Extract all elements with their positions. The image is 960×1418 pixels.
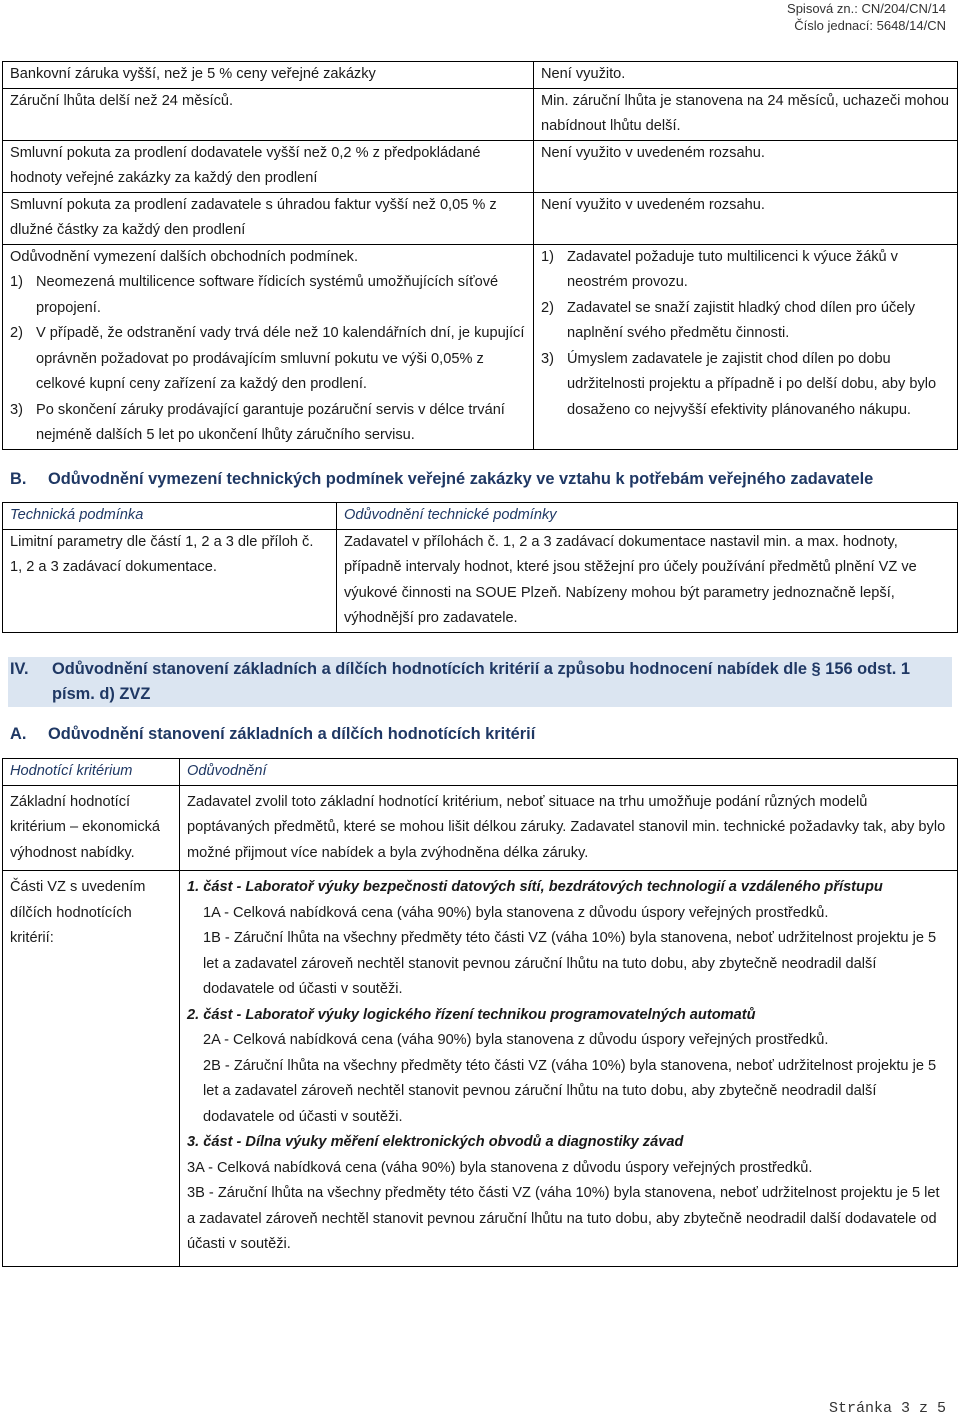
table-cell: Části VZ s uvedením dílčích hodnotících kritérií: <box>3 871 180 1267</box>
list-item: 2) Zadavatel se snaží zajistit hladký chod dílen pro účely naplnění svého předmětu činnosti. <box>541 299 916 341</box>
commercial-terms-table <box>2 61 958 450</box>
table-cell: Záruční lhůta delší než 24 měsíců. <box>3 88 534 140</box>
table-cell: Není využito v uvedeném rozsahu. <box>534 192 958 244</box>
table-cell: Základní hodnotící kritérium – ekonomická výhodnost nabídky. <box>3 785 180 871</box>
table-cell <box>180 871 958 1267</box>
table-header-row <box>3 759 958 786</box>
evaluation-criteria-table <box>2 758 958 1267</box>
column-header: Technická podmínka <box>3 503 337 530</box>
table-cell <box>3 244 534 449</box>
list-item: 3) Po skončení záruky prodávající garantuje pozáruční servis v délce trvání nejméně dalších 5 let po ukončení lhůty záručního servisu. <box>10 401 505 443</box>
technical-conditions-table <box>2 502 958 633</box>
criterion-3a: 3A - Celková nabídková cena (váha 90%) byla stanovena z důvodu úspory veřejných prostředků. <box>187 1159 813 1176</box>
table-header-row <box>3 503 958 530</box>
list-item: 1) Zadavatel požaduje tuto multilicenci k výuce žáků v neostrém provozu. <box>541 248 898 290</box>
document-reference <box>787 0 946 34</box>
column-header: Odůvodnění <box>180 759 958 786</box>
table-row <box>3 785 958 871</box>
page-number: Stránka 3 z 5 <box>828 1400 946 1417</box>
section-a-heading: A. Odůvodnění stanovení základních a dílčích hodnotících kritérií <box>10 725 536 743</box>
table-row <box>3 529 958 632</box>
criterion-2b: 2B - Záruční lhůta na všechny předměty této části VZ (váha 10%) byla stanovena, neboť udržitelnost projektu je 5 let a zadavatel zároveň nechtěl stanovit pevnou záruční lhůtu na tuto dobu, aby zbytečně neodradil další dodavatele od účasti v soutěži. <box>203 1057 937 1125</box>
criterion-3b: 3B - Záruční lhůta na všechny předměty této části VZ (váha 10%) byla stanovena, neboť udržitelnost projektu je 5 let a zadavatel zároveň nechtěl stanovit pevnou záruční lhůtu na tuto dobu, aby zbytečně neodradil další dodavatele od účasti v soutěži. <box>187 1185 940 1252</box>
table-row <box>3 244 958 449</box>
section-iv-heading: IV. Odůvodnění stanovení základních a dílčích hodnotících kritérií a způsobu hodnocení nabídek dle § 156 odst. 1 písm. d) ZVZ <box>8 657 952 707</box>
file-number: Spisová zn.: CN/204/CN/14 <box>787 1 946 16</box>
table-cell: Zadavatel v přílohách č. 1, 2 a 3 zadávací dokumentace nastavil min. a max. hodnoty, případně intervaly hodnot, které jsou stěžejní pro účely používání předmětů plnění VZ ve výukové činnosti na SOUE Plzeň. Nabízeny mohou být parametry jednoznačně lepší, výhodnější pro zadavatele. <box>337 529 958 632</box>
list-item: 2) V případě, že odstranění vady trvá déle než 10 kalendářních dní, je kupující oprávněn požadovat po prodávajícím smluvní pokutu ve výši 0,05% z celkové kupní ceny zařízení za každý den prodlení. <box>10 325 525 392</box>
reference-number: Číslo jednací: 5648/14/CN <box>794 18 946 33</box>
numbered-list <box>10 270 526 449</box>
list-item: 1) Neomezená multilicence software řídicích systémů umožňujících síťové propojení. <box>10 274 499 316</box>
column-header: Odůvodnění technické podmínky <box>337 503 958 530</box>
table-cell: Zadavatel zvolil toto základní hodnotící kritérium, neboť situace na trhu umožňuje podání různých modelů poptávaných předmětů, které se mohou lišit délkou záruky. Zadavatel stanovil min. technické požadavky tak, aby bylo možné přijmout více nabídek a byla zvýhodněna délka záruky. <box>180 785 958 871</box>
table-cell <box>534 244 958 449</box>
table-cell: Není využito v uvedeném rozsahu. <box>534 140 958 192</box>
criterion-1b: 1B - Záruční lhůta na všechny předměty této části VZ (váha 10%) byla stanovena, neboť udržitelnost projektu je 5 let a zadavatel zároveň nechtěl stanovit pevnou záruční lhůtu na tuto dobu, aby zbytečně neodradil další dodavatele od účasti v soutěži. <box>203 930 937 997</box>
list-item: 3) Úmyslem zadavatele je zajistit chod dílen po dobu udržitelnosti projektu a případně i po delší dobu, aby bylo dosaženo co nejvyšší efektivity plánovaného nákupu. <box>541 350 937 418</box>
table-cell: Bankovní záruka vyšší, než je 5 % ceny veřejné zakázky <box>3 62 534 89</box>
table-row <box>3 871 958 1267</box>
table-cell: Smluvní pokuta za prodlení zadavatele s úhradou faktur vyšší než 0,05 % z dlužné částky za každý den prodlení <box>3 192 534 244</box>
part-3-title: 3. část - Dílna výuky měření elektronických obvodů a diagnostiky závad <box>187 1134 684 1150</box>
table-row <box>3 62 958 89</box>
criterion-2a: 2A - Celková nabídková cena (váha 90%) byla stanovena z důvodu úspory veřejných prostředků. <box>203 1032 829 1048</box>
criterion-1a: 1A - Celková nabídková cena (váha 90%) byla stanovena z důvodu úspory veřejných prostředků. <box>203 904 829 921</box>
column-header: Hodnotící kritérium <box>3 759 180 786</box>
numbered-list <box>541 245 950 424</box>
row-title: Odůvodnění vymezení dalších obchodních podmínek. <box>10 248 359 265</box>
table-row <box>3 140 958 192</box>
table-cell: Limitní parametry dle částí 1, 2 a 3 dle příloh č. 1, 2 a 3 zadávací dokumentace. <box>3 529 337 632</box>
table-cell: Není využito. <box>534 62 958 89</box>
part-2-title: 2. část - Laboratoř výuky logického řízení technikou programovatelných automatů <box>187 1006 756 1023</box>
section-b-heading: B. Odůvodnění vymezení technických podmínek veřejné zakázky ve vztahu k potřebám veřejného zadavatele <box>10 470 874 488</box>
table-row <box>3 88 958 140</box>
table-row <box>3 192 958 244</box>
table-cell: Smluvní pokuta za prodlení dodavatele vyšší než 0,2 % z předpokládané hodnoty veřejné zakázky za každý den prodlení <box>3 140 534 192</box>
part-1-title: 1. část - Laboratoř výuky bezpečnosti datových sítí, bezdrátových technologií a vzdáleného přístupu <box>187 879 883 895</box>
table-cell: Min. záruční lhůta je stanovena na 24 měsíců, uchazeči mohou nabídnout lhůtu delší. <box>534 88 958 140</box>
